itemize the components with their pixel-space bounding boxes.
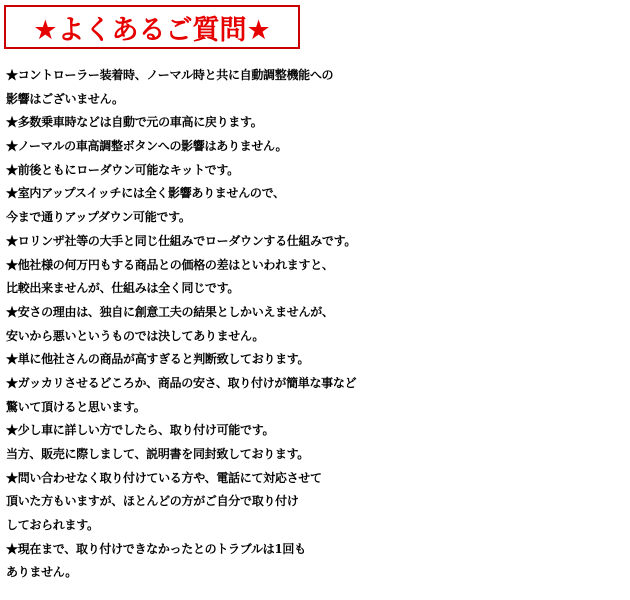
faq-line: 比較出来ませんが、仕組みは全く同じです。: [6, 281, 240, 296]
faq-line: 影響はございません。: [6, 91, 124, 106]
faq-line: ★前後ともにローダウン可能なキットです。: [6, 162, 239, 177]
faq-list: [6, 64, 628, 585]
faq-line: ★コントローラー装着時、ノーマル時と共に自動調整機能への: [6, 68, 334, 82]
faq-line: 今まで通りアップダウン可能です。: [6, 210, 191, 225]
faq-line: しておられます。: [6, 518, 99, 533]
faq-line: ★他社様の何万円もする商品との価格の差はといわれますと、: [6, 257, 334, 272]
faq-line: ★ロリンザ社等の大手と同じ仕組みでローダウンする仕組みです。: [6, 233, 357, 248]
faq-line: 驚いて頂けると思います。: [6, 399, 146, 414]
faq-title: ★よくあるご質問★: [33, 14, 271, 46]
faq-line: ありません。: [6, 565, 77, 580]
faq-line: 当方、販売に際しまして、説明書を同封致しております。: [6, 447, 310, 461]
faq-line: ★現在まで、取り付けできなかったとのトラブルは1回も: [6, 541, 306, 556]
faq-line: ★ガッカリさせるどころか、商品の安さ、取り付けが簡単な事など: [6, 375, 357, 390]
faq-line: ★ノーマルの車高調整ボタンへの影響はありません。: [6, 139, 288, 154]
faq-line: ★安さの理由は、独自に創意工夫の結果としかいえませんが、: [6, 304, 334, 319]
faq-line: 頂いた方もいますが、ほとんどの方がご自分で取り付け: [6, 494, 299, 509]
faq-line: ★問い合わせなく取り付けている方や、電話にて対応させて: [6, 470, 322, 485]
faq-title-box: [4, 5, 300, 49]
faq-line: ★室内アップスイッチには全く影響ありませんので、: [6, 186, 285, 201]
faq-line: ★単に他社さんの商品が高すぎると判断致しております。: [6, 352, 310, 367]
faq-line: ★多数乗車時などは自動で元の車高に戻ります。: [6, 115, 263, 130]
faq-line: ★少し車に詳しい方でしたら、取り付け可能です。: [6, 423, 275, 438]
faq-line: 安いから悪いというものでは決してありません。: [6, 328, 265, 343]
